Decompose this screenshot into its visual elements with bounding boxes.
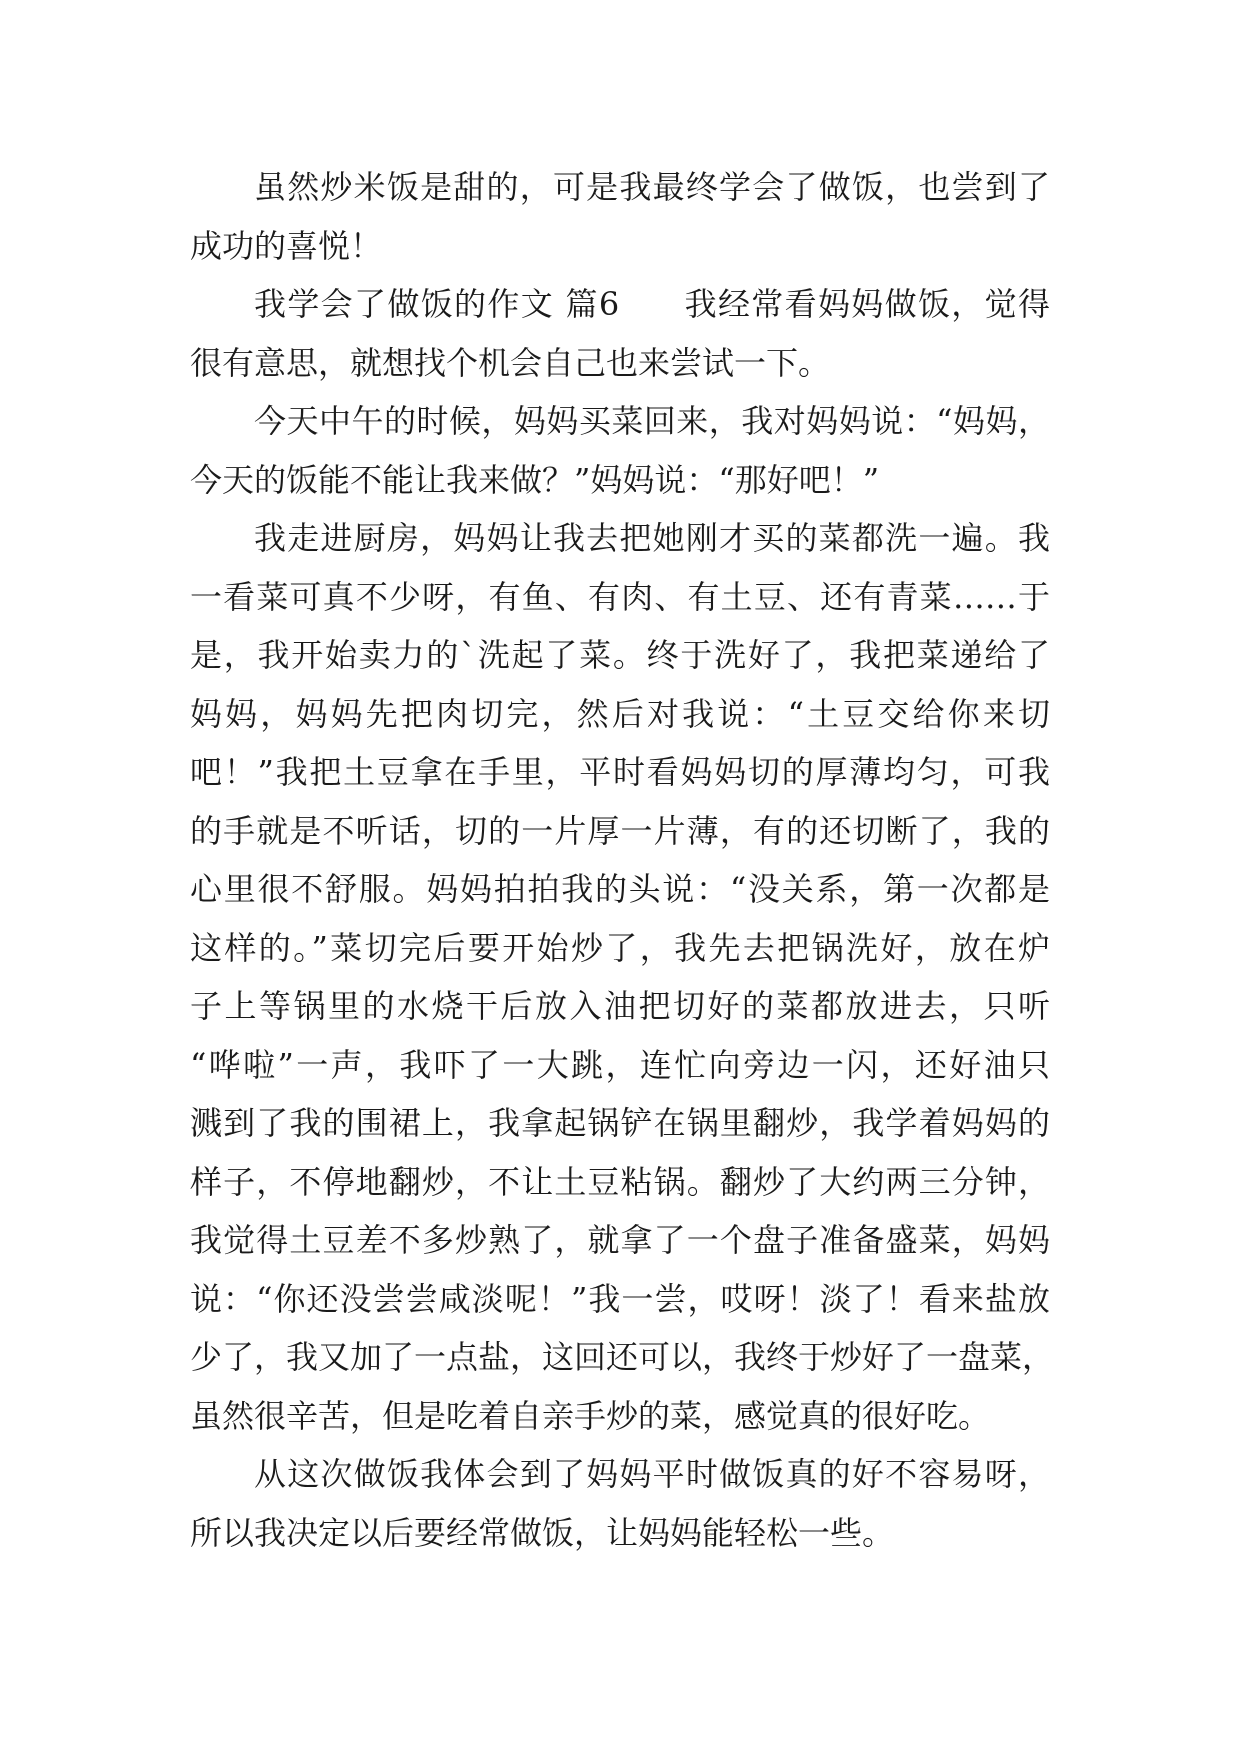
text-line: 溅到了我的围裙上，我拿起锅铲在锅里翻炒，我学着妈妈的: [190, 1104, 1050, 1142]
paragraph-4: [190, 509, 1055, 1445]
paragraph-2: [190, 275, 1050, 392]
text-line: 成功的喜悦！: [190, 226, 383, 265]
text-line: 说：“你还没尝尝咸淡呢！”我一尝，哎呀！淡了！看来盐放: [190, 1279, 1050, 1318]
text-line: 我走进厨房，妈妈让我去把她刚才买的菜都洗一遍。我: [254, 519, 1050, 557]
text-line: 心里很不舒服。妈妈拍拍我的头说：“没关系，第一次都是: [190, 870, 1050, 908]
text-line: 虽然很辛苦，但是吃着自亲手炒的菜，感觉真的很好吃。: [190, 1396, 991, 1435]
text-line-with-heading: [190, 275, 1050, 334]
text-line: 一看菜可真不少呀，有鱼、有肉、有土豆、还有青菜……于: [190, 577, 1050, 616]
text-line: 今天中午的时候，妈妈买菜回来，我对妈妈说：“妈妈，: [254, 402, 1050, 440]
paragraph-3: [190, 392, 1050, 509]
text-line: 从这次做饭我体会到了妈妈平时做饭真的好不容易呀，: [254, 1455, 1050, 1493]
article-body: [190, 158, 1055, 1562]
text-line: 我觉得土豆差不多炒熟了，就拿了一个盘子准备盛菜，妈妈: [190, 1221, 1050, 1259]
text-line: 的手就是不听话，切的一片厚一片薄，有的还切断了，我的: [190, 811, 1050, 850]
paragraph-1: [190, 158, 1050, 275]
text-line: “哗啦”一声，我吓了一大跳，连忙向旁边一闪，还好油只: [190, 1045, 1050, 1084]
text-line: 这样的。”菜切完后要开始炒了，我先去把锅洗好，放在炉: [190, 928, 1050, 967]
text-line: 少了，我又加了一点盐，这回还可以，我终于炒好了一盘菜，: [190, 1338, 1055, 1376]
text-line: 所以我决定以后要经常做饭，让妈妈能轻松一些。: [190, 1513, 895, 1552]
text-line: 吧！”我把土豆拿在手里，平时看妈妈切的厚薄均匀，可我: [190, 753, 1050, 791]
text-line: 是，我开始卖力的`洗起了菜。终于洗好了，我把菜递给了: [190, 636, 1050, 674]
text-line: 妈妈，妈妈先把肉切完，然后对我说：“土豆交给你来切: [190, 694, 1050, 733]
text-line: 今天的饭能不能让我来做？”妈妈说：“那好吧！”: [190, 460, 880, 499]
paragraph-5: [190, 1445, 1050, 1562]
text-run: 我经常看妈妈做饭，觉得: [683, 285, 1050, 323]
text-line: 很有意思，就想找个机会自己也来尝试一下。: [190, 343, 831, 382]
section-heading: 我学会了做饭的作文 篇6: [254, 285, 620, 323]
text-line: 虽然炒米饭是甜的，可是我最终学会了做饭，也尝到了: [254, 168, 1050, 206]
text-line: 子上等锅里的水烧干后放入油把切好的菜都放进去，只听: [190, 987, 1050, 1025]
text-line: 样子，不停地翻炒，不让土豆粘锅。翻炒了大约两三分钟，: [190, 1162, 1050, 1201]
